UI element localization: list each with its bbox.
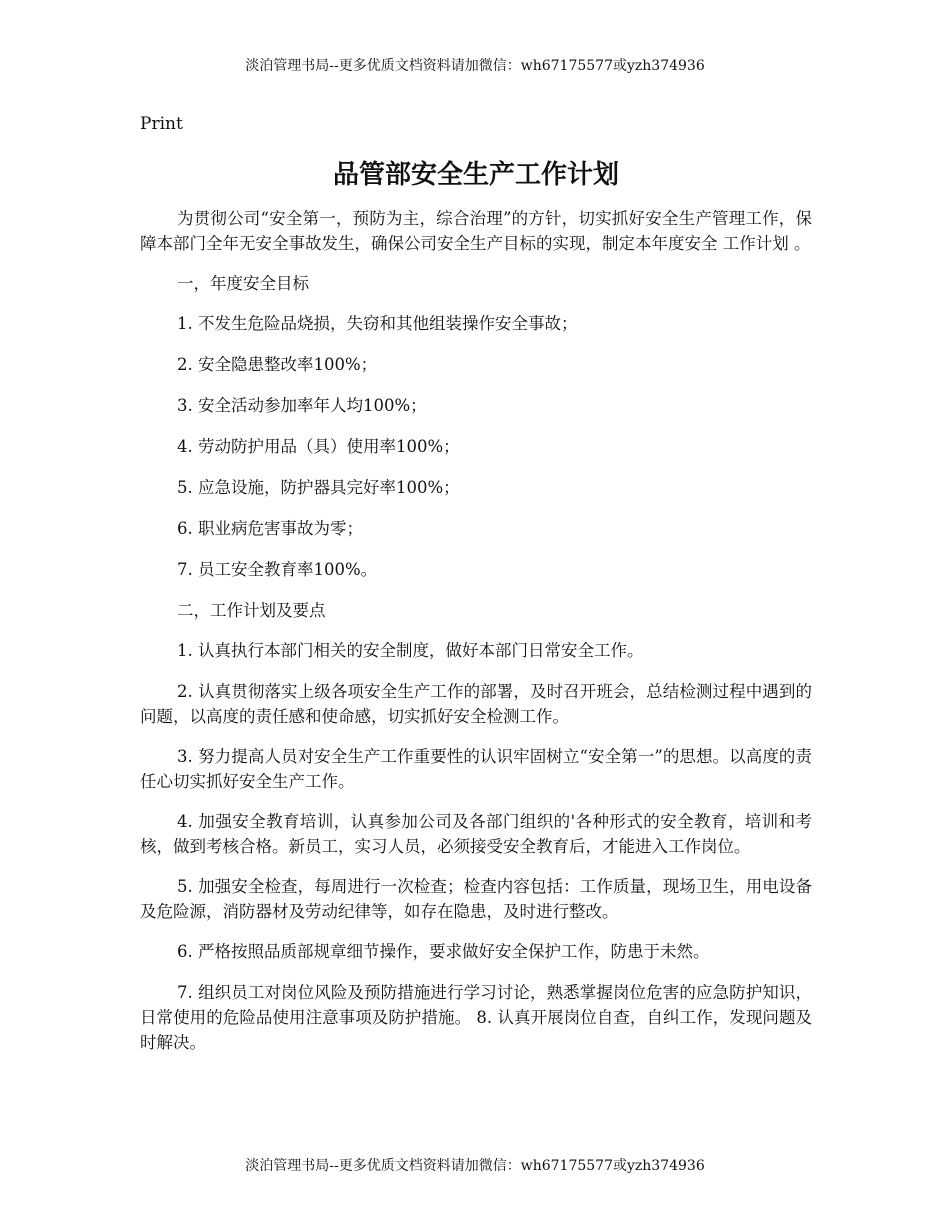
plan-item: 7. 组织员工对岗位风险及预防措施进行学习讨论，熟悉掌握岗位危害的应急防护知识，日常使用的危险品使用注意事项及防护措施。 8. 认真开展岗位自查，自纠工作，发现问题及时解决。 — [140, 983, 812, 1052]
plan-item: 2. 认真贯彻落实上级各项安全生产工作的部署，及时召开班会，总结检测过程中遇到的问题，以高度的责任感和使命感，切实抓好安全检测工作。 — [140, 682, 812, 726]
goal-item: 6. 职业病危害事故为零； — [177, 519, 363, 538]
page-footer: 淡泊管理书局--更多优质文档资料请加微信：wh67175577或yzh374936 — [245, 1158, 705, 1174]
page-header: 淡泊管理书局--更多优质文档资料请加微信：wh67175577或yzh374936 — [245, 58, 705, 74]
goal-item: 3. 安全活动参加率年人均100%； — [177, 396, 427, 415]
section-heading-goals: 一，年度安全目标 — [177, 274, 309, 293]
plan-item: 6. 严格按照品质部规章细节操作，要求做好安全保护工作，防患于未然。 — [177, 942, 710, 961]
plan-item: 1. 认真执行本部门相关的安全制度，做好本部门日常安全工作。 — [177, 641, 644, 660]
goal-item: 7. 员工安全教育率100%。 — [177, 560, 378, 579]
intro-paragraph: 为贯彻公司“安全第一，预防为主，综合治理”的方针，切实抓好安全生产管理工作，保障本部门全年无安全事故发生，确保公司安全生产目标的实现，制定本年度安全 工作计划 。 — [140, 209, 812, 253]
section-heading-plan: 二，工作计划及要点 — [177, 601, 326, 620]
goal-item: 4. 劳动防护用品（具）使用率100%； — [177, 437, 460, 456]
document-title: 品管部安全生产工作计划 — [332, 160, 619, 190]
plan-item: 5. 加强安全检查，每周进行一次检查；检查内容包括：工作质量，现场卫生，用电设备及危险源，消防器材及劳动纪律等，如存在隐患，及时进行整改。 — [140, 877, 812, 921]
goal-item: 5. 应急设施，防护器具完好率100%； — [177, 478, 460, 497]
print-label: Print — [140, 114, 183, 134]
plan-item: 3. 努力提高人员对安全生产工作重要性的认识牢固树立“安全第一”的思想。以高度的责任心切实抓好安全生产工作。 — [140, 747, 812, 791]
goal-item: 1. 不发生危险品烧损，失窃和其他组装操作安全事故； — [177, 314, 578, 333]
document-body — [140, 112, 812, 1070]
goal-item: 2. 安全隐患整改率100%； — [177, 355, 378, 374]
plan-item: 4. 加强安全教育培训，认真参加公司及各部门组织的'各种形式的安全教育，培训和考核，做到考核合格。新员工，实习人员，必须接受安全教育后，才能进入工作岗位。 — [140, 812, 812, 856]
